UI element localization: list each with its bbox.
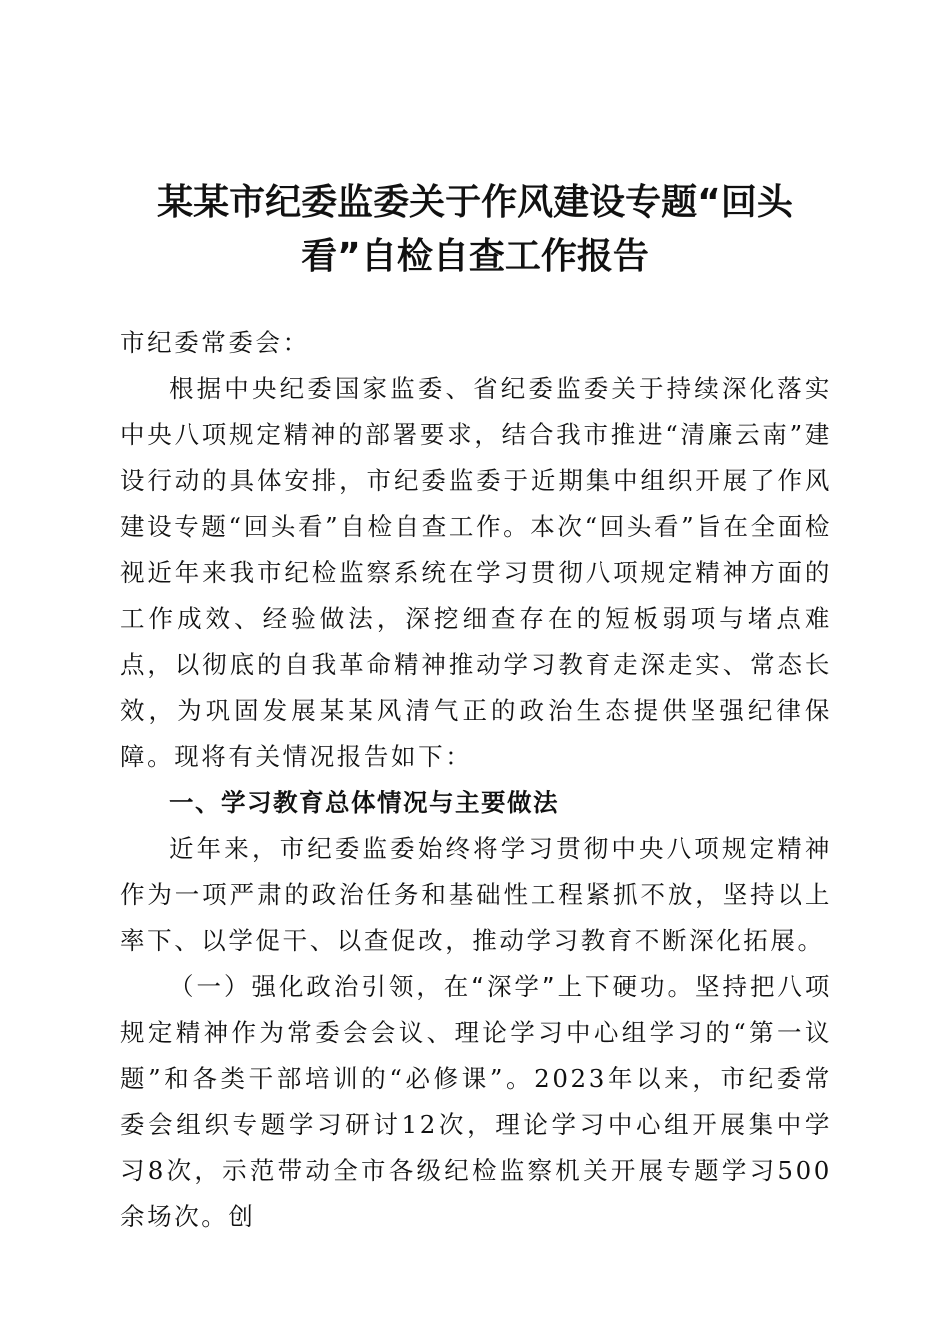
subsection-1-paragraph xyxy=(120,964,832,1240)
title-line-1: 某某市纪委监委关于作风建设专题“回头 xyxy=(157,182,793,223)
title-line-2: 看”自检自查工作报告 xyxy=(301,236,649,277)
document-body xyxy=(120,320,832,1240)
subsection-heading-1: （一）强化政治引领，在“深学”上下硬功。 xyxy=(169,972,695,1001)
intro-paragraph: 根据中央纪委国家监委、省纪委监委关于持续深化落实中央八项规定精神的部署要求，结合我市推进“清廉云南”建设行动的具体安排，市纪委监委于近期集中组织开展了作风建设专题“回头看”自检自查工作。本次“回头看”旨在全面检视近年来我市纪检监察系统在学习贯彻八项规定精神方面的工作成效、经验做法，深挖细查存在的短板弱项与堵点难点，以彻底的自我革命精神推动学习教育走深走实、常态长效，为巩固发展某某风清气正的政治生态提供坚强纪律保障。现将有关情况报告如下： xyxy=(120,374,832,771)
section-1-paragraph: 近年来，市纪委监委始终将学习贯彻中央八项规定精神作为一项严肃的政治任务和基础性工程紧抓不放，坚持以上率下、以学促干、以查促改，推动学习教育不断深化拓展。 xyxy=(120,834,832,955)
section-heading-1: 一、学习教育总体情况与主要做法 xyxy=(169,788,559,817)
document-title xyxy=(120,176,830,284)
subsection-1-text: 坚持把八项规定精神作为常委会会议、理论学习中心组学习的“第一议题”和各类干部培训的“必修课”。2023年以来，市纪委常委会组织专题学习研讨12次，理论学习中心组开展集中学习8次，示范带动全市各级纪检监察机关开展专题学习500余场次。创 xyxy=(120,972,833,1231)
salutation: 市纪委常委会： xyxy=(120,328,310,357)
